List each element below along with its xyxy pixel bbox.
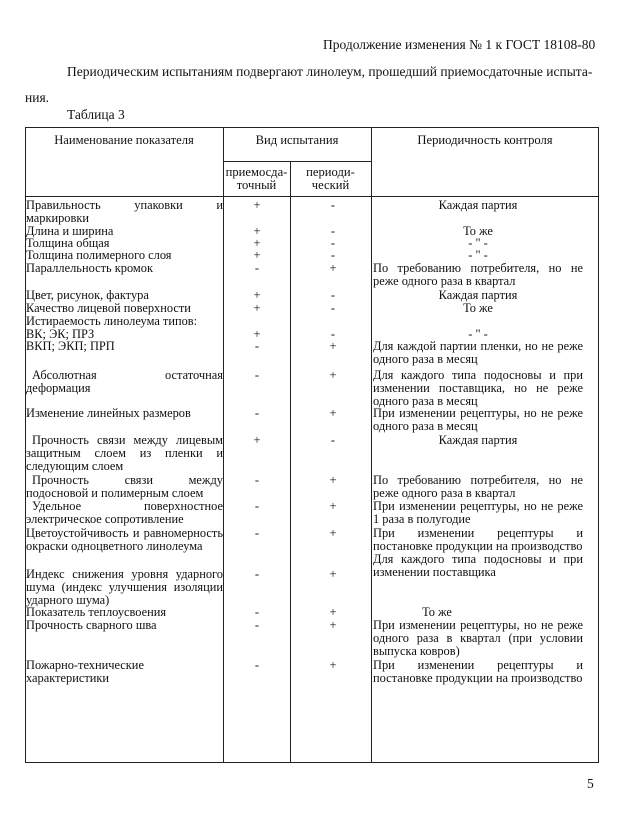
row-2-acceptance: + xyxy=(253,236,261,250)
row-18-frequency: То же xyxy=(422,605,452,619)
row-1-frequency: То же xyxy=(463,224,493,238)
row-5-acceptance: + xyxy=(253,288,261,302)
row-11-frequency: При изменении рецептуры, но не реже одного раза в месяц xyxy=(373,406,583,433)
row-19-acceptance: - xyxy=(254,618,260,632)
row-5-frequency: Каждая партия xyxy=(438,288,518,302)
row-3-frequency: - " - xyxy=(468,248,488,262)
row-4-periodic: + xyxy=(329,261,337,275)
row-3-acceptance: + xyxy=(253,248,261,262)
row-1-name: Длина и ширина xyxy=(26,224,114,238)
row-12-periodic: - xyxy=(330,433,336,447)
row-14-frequency: При изменении рецептуры, но не реже 1 раза в полугодие xyxy=(373,499,583,526)
row-4-frequency: По требованию потребителя, но не реже одного раза в квартал xyxy=(373,261,583,288)
row-13-periodic: + xyxy=(329,473,337,487)
row-2-name: Толщина общая xyxy=(26,236,110,250)
row-11-name: Изменение линейных размеров xyxy=(26,406,191,420)
row-20-acceptance: - xyxy=(254,658,260,672)
header-bottom-line xyxy=(25,196,599,197)
row-16-frequency: Для каждого типа подосновы и при изменении поставщика xyxy=(373,552,583,579)
col-divider-2 xyxy=(290,161,291,763)
row-17-name: Индекс снижения уровня ударного шума (индекс улучшения изоляции ударного шума) xyxy=(26,567,223,607)
row-5-name: Цвет, рисунок, фактура xyxy=(26,288,149,302)
row-8-acceptance: + xyxy=(253,327,261,341)
row-13-acceptance: - xyxy=(254,473,260,487)
row-0-frequency: Каждая партия xyxy=(438,198,518,212)
col-header-name: Наименование показателя xyxy=(54,133,194,147)
row-17-acceptance: - xyxy=(254,567,260,581)
col-header-acceptance xyxy=(223,166,290,192)
row-1-periodic: - xyxy=(330,224,336,238)
row-4-name: Параллельность кромок xyxy=(26,261,153,275)
col-header-periodic-l2: ческий xyxy=(311,178,350,192)
row-3-name: Толщина полимерного слоя xyxy=(26,248,172,262)
col-header-acceptance-l2: точный xyxy=(236,178,277,192)
row-2-periodic: - xyxy=(330,236,336,250)
header-subline xyxy=(223,161,371,162)
row-9-name: ВКП; ЭКП; ПРП xyxy=(26,339,115,353)
col-divider-1 xyxy=(223,127,224,763)
row-18-name: Показатель теплоусвоения xyxy=(26,605,167,619)
row-17-periodic: + xyxy=(329,567,337,581)
row-15-acceptance: - xyxy=(254,526,260,540)
table-caption: Таблица 3 xyxy=(67,107,125,122)
row-4-acceptance: - xyxy=(254,261,260,275)
col-header-acceptance-l1: приемосда- xyxy=(225,165,288,179)
row-11-periodic: + xyxy=(329,406,337,420)
row-0-periodic: - xyxy=(330,198,336,212)
row-15-periodic: + xyxy=(329,526,337,540)
row-15-name: Цветоустойчивость и равномерность окраски одноцветного линолеума xyxy=(26,526,223,553)
row-8-frequency: - " - xyxy=(468,327,488,341)
row-14-periodic: + xyxy=(329,499,337,513)
row-20-frequency: При изменении рецептуры и постановке продукции на производство xyxy=(373,658,583,685)
document-header: Продолжение изменения № 1 к ГОСТ 18108-80 xyxy=(323,37,596,52)
intro-line-1: Периодическим испытаниям подвергают линолеум, прошедший приемосдаточные испыта- xyxy=(67,64,593,79)
row-6-acceptance: + xyxy=(253,301,261,315)
row-19-periodic: + xyxy=(329,618,337,632)
page-number: 5 xyxy=(587,776,594,791)
row-18-periodic: + xyxy=(329,605,337,619)
row-0-name: Правильность упаковки и маркировки xyxy=(26,198,223,225)
intro-paragraph xyxy=(25,59,599,111)
row-12-name: Прочность связи между лицевым защитным слоем из пленки и следующим слоем xyxy=(26,433,223,473)
row-9-periodic: + xyxy=(329,339,337,353)
row-10-periodic: + xyxy=(329,368,337,382)
row-13-name: Прочность связи между подосновой и полимерным слоем xyxy=(26,473,223,500)
row-2-frequency: - " - xyxy=(468,236,488,250)
intro-line-2: ния. xyxy=(25,90,50,105)
row-15-frequency: При изменении рецептуры и постановке продукции на производство xyxy=(373,526,583,553)
row-13-frequency: По требованию потребителя, но не реже одного раза в квартал xyxy=(373,473,583,500)
row-14-acceptance: - xyxy=(254,499,260,513)
row-10-name: Абсолютная остаточная деформация xyxy=(26,368,223,395)
row-1-acceptance: + xyxy=(253,224,261,238)
row-11-acceptance: - xyxy=(254,406,260,420)
row-6-name: Качество лицевой поверхности xyxy=(26,301,191,315)
row-8-periodic: - xyxy=(330,327,336,341)
row-20-periodic: + xyxy=(329,658,337,672)
row-7-name: Истираемость линолеума типов: xyxy=(26,314,198,328)
row-5-periodic: - xyxy=(330,288,336,302)
row-20-name: Пожарно-технические характеристики xyxy=(26,658,144,685)
row-9-frequency: Для каждой партии пленки, но не реже одного раза в месяц xyxy=(373,339,583,366)
row-3-periodic: - xyxy=(330,248,336,262)
row-6-frequency: То же xyxy=(463,301,493,315)
row-12-frequency: Каждая партия xyxy=(438,433,518,447)
row-6-periodic: - xyxy=(330,301,336,315)
col-header-periodic-l1: периоди- xyxy=(306,165,355,179)
row-10-acceptance: - xyxy=(254,368,260,382)
row-19-frequency: При изменении рецептуры, но не реже одного раза в квартал (при условии выпуска ковров) xyxy=(373,618,583,658)
row-14-name: Удельное поверхностное электрическое сопротивление xyxy=(26,499,223,526)
row-0-acceptance: + xyxy=(253,198,261,212)
row-19-name: Прочность сварного шва xyxy=(26,618,157,632)
row-18-acceptance: - xyxy=(254,605,260,619)
row-9-acceptance: - xyxy=(254,339,260,353)
row-10-frequency: Для каждого типа подосновы и при изменении поставщика, но не реже одного раза в месяц xyxy=(373,368,583,408)
col-header-test-type: Вид испытания xyxy=(255,133,339,147)
row-12-acceptance: + xyxy=(253,433,261,447)
col-header-frequency: Периодичность контроля xyxy=(417,133,553,147)
col-header-periodic xyxy=(290,166,371,192)
row-8-name: ВК; ЭК; ПРЗ xyxy=(26,327,95,341)
